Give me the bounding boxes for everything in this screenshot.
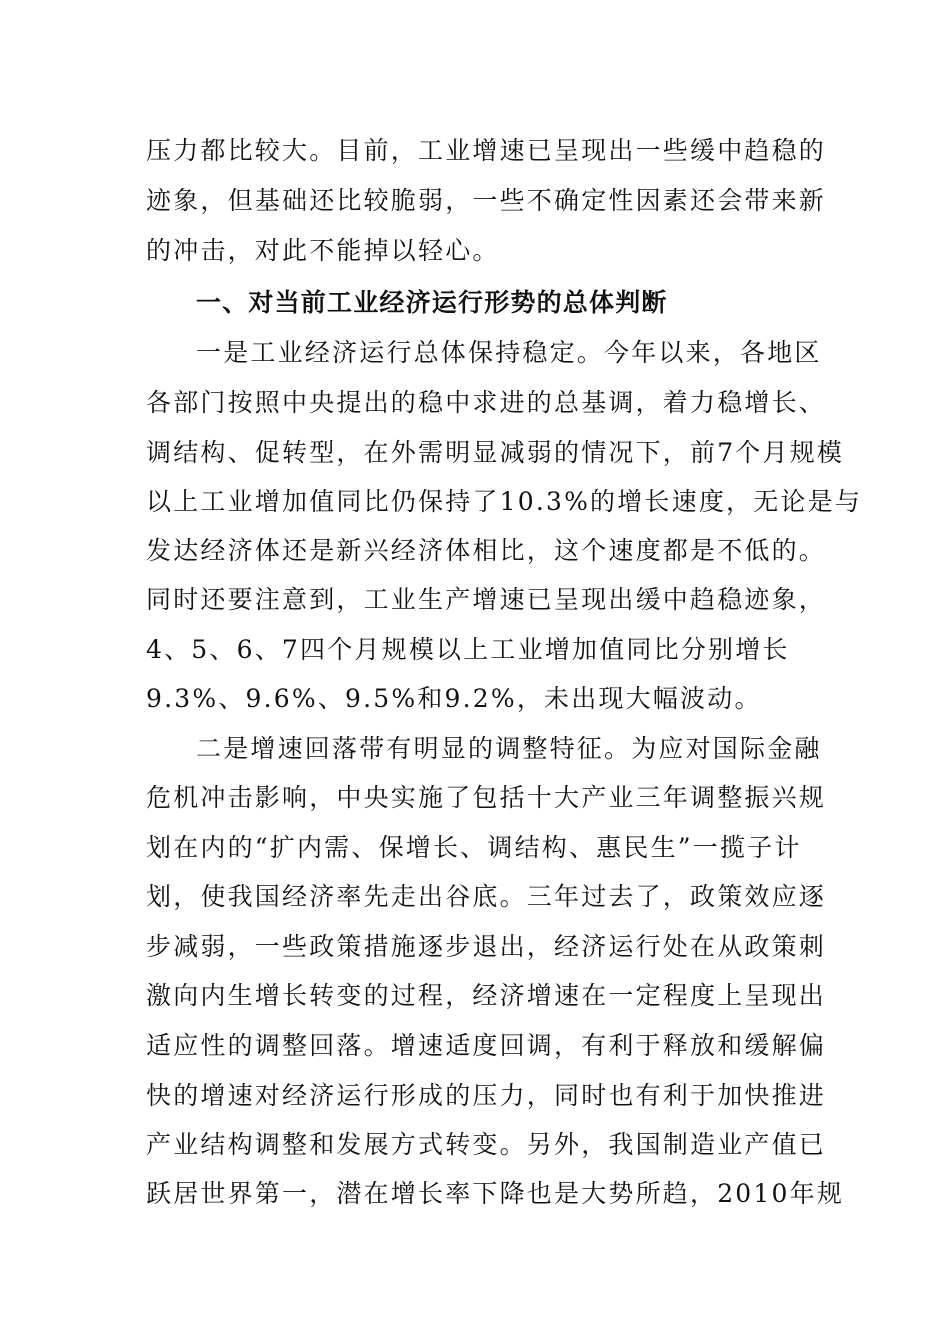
section-heading: 一、对当前工业经济运行形势的总体判断 bbox=[196, 288, 668, 317]
text-line: 划在内的“扩内需、保增长、调结构、惠民生”一揽子计 bbox=[146, 833, 802, 862]
text-line: 发达经济体还是新兴经济体相比，这个速度都是不低的。 bbox=[146, 536, 827, 565]
text-line: 快的增速对经济运行形成的压力，同时也有利于加快推进 bbox=[146, 1081, 827, 1110]
paragraph-first-line: 一是工业经济运行总体保持稳定。今年以来，各地区 bbox=[196, 338, 822, 367]
text-line: 压力都比较大。目前，工业增速已呈现出一些缓中趋稳的 bbox=[146, 136, 827, 165]
text-line: 步减弱，一些政策措施逐步退出，经济运行处在从政策刺 bbox=[146, 932, 827, 961]
text-line: 适应性的调整回落。增速适度回调，有利于释放和缓解偏 bbox=[146, 1031, 827, 1060]
text-line: 9.3%、9.6%、9.5%和9.2%，未出现大幅波动。 bbox=[146, 684, 762, 713]
text-line: 产业结构调整和发展方式转变。另外，我国制造业产值已 bbox=[146, 1130, 827, 1159]
text-line: 4、5、6、7四个月规模以上工业增加值同比分别增长 bbox=[146, 635, 790, 664]
text-line: 调结构、促转型，在外需明显减弱的情况下，前7个月规模 bbox=[146, 438, 845, 467]
text-line: 以上工业增加值同比仍保持了10.3%的增长速度，无论是与 bbox=[146, 487, 863, 516]
text-line: 同时还要注意到，工业生产增速已呈现出缓中趋稳迹象， bbox=[146, 585, 827, 614]
text-line: 激向内生增长转变的过程，经济增速在一定程度上呈现出 bbox=[146, 981, 827, 1010]
paragraph-first-line: 二是增速回落带有明显的调整特征。为应对国际金融 bbox=[196, 734, 822, 763]
text-line: 跃居世界第一，潜在增长率下降也是大势所趋，2010年规 bbox=[146, 1179, 845, 1208]
text-line: 划，使我国经济率先走出谷底。三年过去了，政策效应逐 bbox=[146, 882, 827, 911]
text-line: 迹象，但基础还比较脆弱，一些不确定性因素还会带来新 bbox=[146, 186, 827, 215]
text-line: 的冲击，对此不能掉以轻心。 bbox=[146, 236, 500, 265]
text-line: 危机冲击影响，中央实施了包括十大产业三年调整振兴规 bbox=[146, 783, 827, 812]
text-line: 各部门按照中央提出的稳中求进的总基调，着力稳增长、 bbox=[146, 388, 827, 417]
